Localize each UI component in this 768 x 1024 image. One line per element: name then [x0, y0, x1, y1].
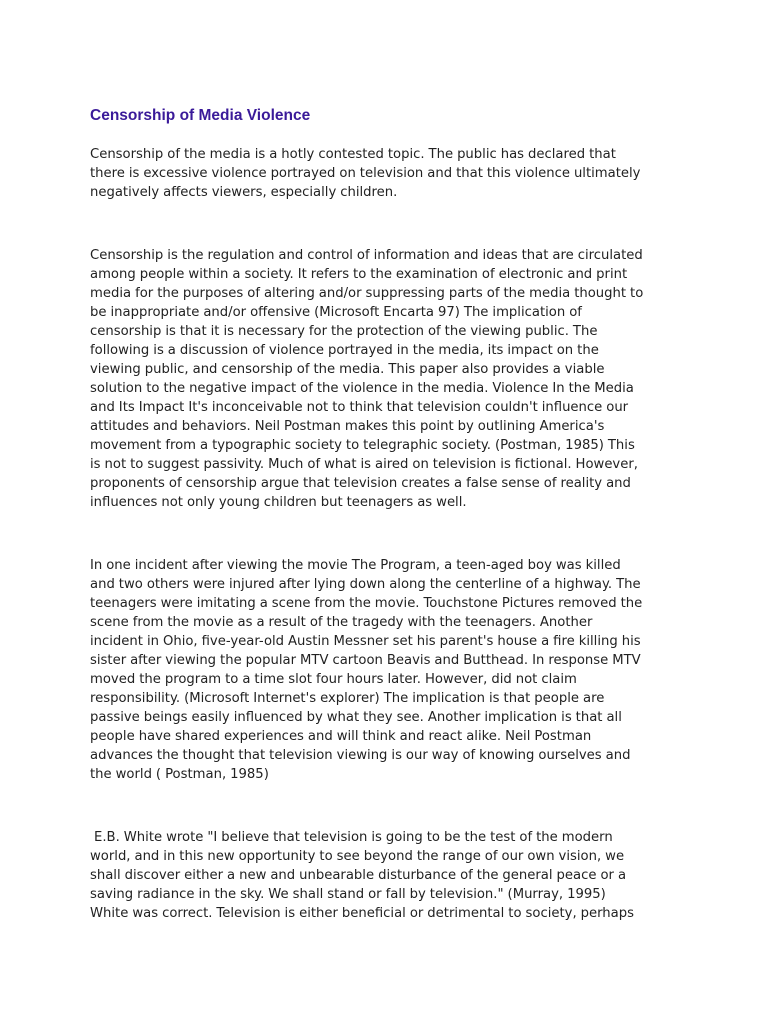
- paragraph-incidents: In one incident after viewing the movie The Program, a teen-aged boy was killed and two others were injured after lying down along the centerline of a highway. The teenagers were imitating a scene from the movie. Touchstone Pictures removed the scene from the movie as a result of the tragedy with the teenagers. Another incident in Ohio, five-year-old Austin Messner set his parent's house a fire killing his sister after viewing the popular MTV cartoon Beavis and Butthead. In response MTV moved the program to a time slot four hours later. However, did not claim responsibility. (Microsoft Internet's explorer) The implication is that people are passive beings easily influenced by what they see. Another implication is that all people have shared experiences and will think and react alike. Neil Postman advances the thought that television viewing is our way of knowing ourselves and the world ( Postman, 1985): [90, 558, 643, 782]
- paragraph-censorship-definition: Censorship is the regulation and control of information and ideas that are circulated among people within a society. It refers to the examination of electronic and print media for the purposes of altering and/or suppressing parts of the media thought to be inappropriate and/or offensive (Microsoft Encarta 97) The implication of censorship is that it is necessary for the protection of the viewing public. The following is a discussion of violence portrayed in the media, its impact on the viewing public, and censorship of the media. This paper also provides a viable solution to the negative impact of the violence in the media. Violence In the Media and Its Impact It's inconceivable not to think that television couldn't influence our attitudes and behaviors. Neil Postman makes this point by outlining America's movement from a typographic society to telegraphic society. (Postman, 1985) This is not to suggest passivity. Much of what is aired on television is fictional. However, proponents of censorship argue that television creates a false sense of reality and influences not only young children but teenagers as well.: [90, 248, 644, 510]
- document-title: Censorship of Media Violence: [90, 107, 311, 124]
- paragraph-eb-white: E.B. White wrote "I believe that television is going to be the test of the modern world, and in this new opportunity to see beyond the range of our own vision, we shall discover either a new and unbearable disturbance of the general peace or a saving radiance in the sky. We shall stand or fall by television." (Murray, 1995) White was correct. Television is either beneficial or detrimental to society, perhaps: [90, 830, 634, 921]
- paragraph-intro: Censorship of the media is a hotly contested topic. The public has declared that there is excessive violence portrayed on television and that this violence ultimately negatively affects viewers, especially children.: [90, 147, 641, 200]
